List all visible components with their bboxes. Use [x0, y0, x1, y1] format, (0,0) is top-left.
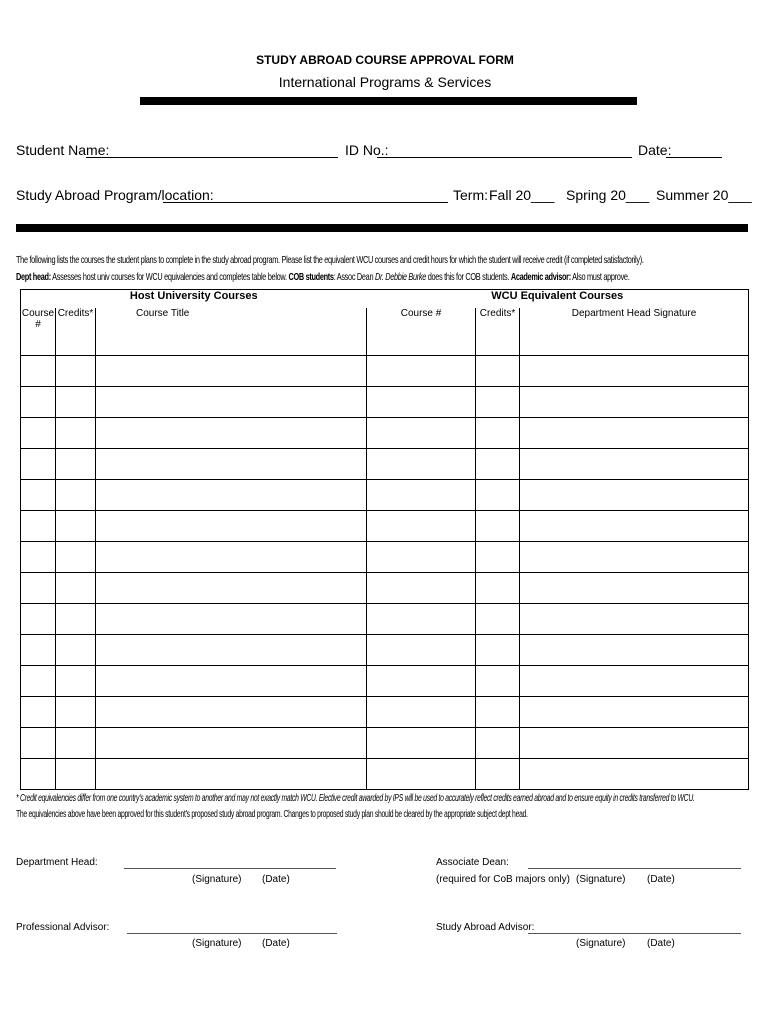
host-course-number-cell[interactable]	[21, 418, 56, 449]
wcu-course-number-cell[interactable]	[367, 449, 476, 480]
wcu-course-number-cell[interactable]	[367, 356, 476, 387]
host-credits-cell[interactable]	[56, 449, 96, 480]
host-course-title-cell[interactable]	[96, 697, 367, 728]
wcu-dept-signature-cell[interactable]	[520, 387, 749, 418]
wcu-course-number-cell[interactable]	[367, 697, 476, 728]
host-course-number-cell[interactable]	[21, 697, 56, 728]
host-credits-cell[interactable]	[56, 728, 96, 759]
host-course-number-cell[interactable]	[21, 635, 56, 666]
host-course-number-cell[interactable]	[21, 759, 56, 790]
course-row	[21, 635, 749, 666]
term-fall[interactable]: Fall 20___	[489, 187, 555, 203]
date-field[interactable]	[666, 143, 722, 158]
associate-dean-signature-line[interactable]	[528, 867, 741, 869]
department-head-date-caption: (Date)	[262, 874, 290, 885]
wcu-course-number-cell[interactable]	[367, 635, 476, 666]
wcu-dept-signature-cell[interactable]	[520, 511, 749, 542]
dept-head-label: Dept head:	[16, 271, 51, 283]
course-row	[21, 418, 749, 449]
instructions-line-1: The following lists the courses the student plans to complete in the study abroad program. Please list the equivalent WCU courses and credit hours for which the student will receive credit (if completed satisfactorily).	[16, 254, 644, 266]
student-name-label: Student Name:	[16, 142, 110, 158]
wcu-credits-cell[interactable]	[476, 635, 520, 666]
form-subtitle: International Programs & Services	[278, 74, 492, 90]
host-credits-cell[interactable]	[56, 542, 96, 573]
host-course-title-cell[interactable]	[96, 418, 367, 449]
host-credits-cell[interactable]	[56, 635, 96, 666]
credit-equivalency-note: * Credit equivalencies differ from one country's academic system to another and may not exactly match WCU. Elective credit awarded by IPS will be used to accurately reflect credits earned abroad and to ensure equity in credits transferred to WCU.	[16, 793, 695, 804]
cob-name: Dr. Debbie Burke	[374, 271, 427, 283]
host-credits-cell[interactable]	[56, 573, 96, 604]
term-summer[interactable]: Summer 20___	[656, 187, 752, 203]
study-abroad-advisor-signature-caption: (Signature)	[576, 938, 626, 949]
wcu-dept-signature-cell[interactable]	[520, 697, 749, 728]
col-wcu-course-number: Course #	[367, 308, 476, 356]
study-abroad-advisor-label: Study Abroad Advisor:	[436, 922, 535, 933]
host-credits-cell[interactable]	[56, 356, 96, 387]
course-row	[21, 449, 749, 480]
host-course-number-cell[interactable]	[21, 480, 56, 511]
host-course-title-cell[interactable]	[96, 728, 367, 759]
host-credits-cell[interactable]	[56, 418, 96, 449]
associate-dean-signature-caption: (Signature)	[576, 874, 626, 885]
host-credits-cell[interactable]	[56, 759, 96, 790]
wcu-course-number-cell[interactable]	[367, 418, 476, 449]
host-credits-cell[interactable]	[56, 480, 96, 511]
approval-note: The equivalencies above have been approved for this student's proposed study abroad program. Changes to proposed study plan should be cleared by the appropriate subject dept head.	[16, 809, 528, 820]
host-course-number-cell[interactable]	[21, 573, 56, 604]
host-course-title-cell[interactable]	[96, 511, 367, 542]
term-spring[interactable]: Spring 20___	[566, 187, 650, 203]
dept-head-text: Assesses host univ courses for WCU equivalencies and completes table below.	[50, 271, 289, 283]
wcu-credits-cell[interactable]	[476, 697, 520, 728]
host-course-number-cell[interactable]	[21, 356, 56, 387]
host-credits-cell[interactable]	[56, 604, 96, 635]
department-head-label: Department Head:	[16, 857, 98, 868]
col-wcu-dept-signature: Department Head Signature	[520, 308, 749, 356]
course-row	[21, 387, 749, 418]
host-course-title-cell[interactable]	[96, 356, 367, 387]
wcu-course-number-cell[interactable]	[367, 387, 476, 418]
wcu-credits-cell[interactable]	[476, 449, 520, 480]
col-host-course-title: Course Title	[96, 308, 367, 356]
col-host-credits: Credits*	[56, 308, 96, 356]
wcu-dept-signature-cell[interactable]	[520, 666, 749, 697]
wcu-dept-signature-cell[interactable]	[520, 728, 749, 759]
id-no-label: ID No.:	[345, 142, 389, 158]
host-course-title-cell[interactable]	[96, 666, 367, 697]
host-credits-cell[interactable]	[56, 666, 96, 697]
wcu-course-number-cell[interactable]	[367, 604, 476, 635]
host-course-number-cell[interactable]	[21, 666, 56, 697]
professional-advisor-signature-line[interactable]	[127, 932, 337, 934]
course-table	[20, 289, 749, 790]
course-row	[21, 356, 749, 387]
wcu-credits-cell[interactable]	[476, 387, 520, 418]
host-university-header: Host University Courses	[21, 290, 367, 309]
wcu-dept-signature-cell[interactable]	[520, 759, 749, 790]
host-credits-cell[interactable]	[56, 697, 96, 728]
student-name-field[interactable]	[86, 143, 338, 158]
host-course-number-cell[interactable]	[21, 728, 56, 759]
course-row	[21, 666, 749, 697]
wcu-credits-cell[interactable]	[476, 759, 520, 790]
id-no-field[interactable]	[377, 143, 632, 158]
department-head-signature-line[interactable]	[124, 867, 336, 869]
advisor-label: Academic advisor:	[510, 271, 571, 283]
col-host-course-number: Course #	[21, 308, 56, 356]
wcu-dept-signature-cell[interactable]	[520, 449, 749, 480]
wcu-course-number-cell[interactable]	[367, 728, 476, 759]
host-course-title-cell[interactable]	[96, 759, 367, 790]
wcu-course-number-cell[interactable]	[367, 480, 476, 511]
wcu-dept-signature-cell[interactable]	[520, 356, 749, 387]
wcu-dept-signature-cell[interactable]	[520, 635, 749, 666]
department-head-signature-caption: (Signature)	[192, 874, 242, 885]
host-course-title-cell[interactable]	[96, 480, 367, 511]
wcu-dept-signature-cell[interactable]	[520, 542, 749, 573]
section-divider	[16, 224, 748, 232]
program-location-label: Study Abroad Program/location:	[16, 187, 214, 203]
host-course-title-cell[interactable]	[96, 542, 367, 573]
host-course-number-cell[interactable]	[21, 604, 56, 635]
course-row	[21, 759, 749, 790]
host-course-title-cell[interactable]	[96, 604, 367, 635]
professional-advisor-label: Professional Advisor:	[16, 922, 110, 933]
course-row	[21, 728, 749, 759]
col-wcu-credits: Credits*	[476, 308, 520, 356]
host-course-number-cell[interactable]	[21, 511, 56, 542]
wcu-credits-cell[interactable]	[476, 480, 520, 511]
cob-text-b: does this for COB students.	[426, 271, 511, 283]
wcu-course-number-cell[interactable]	[367, 759, 476, 790]
course-row	[21, 480, 749, 511]
wcu-credits-cell[interactable]	[476, 356, 520, 387]
wcu-credits-cell[interactable]	[476, 542, 520, 573]
date-label: Date:	[638, 142, 672, 158]
cob-text-a: : Assoc Dean	[333, 271, 375, 283]
host-course-title-cell[interactable]	[96, 387, 367, 418]
host-course-title-cell[interactable]	[96, 573, 367, 604]
host-course-title-cell[interactable]	[96, 635, 367, 666]
study-abroad-advisor-date-caption: (Date)	[647, 938, 675, 949]
wcu-credits-cell[interactable]	[476, 666, 520, 697]
course-row	[21, 573, 749, 604]
wcu-credits-cell[interactable]	[476, 604, 520, 635]
wcu-course-number-cell[interactable]	[367, 666, 476, 697]
wcu-equivalent-header: WCU Equivalent Courses	[367, 290, 749, 309]
host-course-number-cell[interactable]	[21, 542, 56, 573]
cob-required-note: (required for CoB majors only)	[436, 874, 570, 885]
wcu-dept-signature-cell[interactable]	[520, 573, 749, 604]
wcu-dept-signature-cell[interactable]	[520, 418, 749, 449]
wcu-dept-signature-cell[interactable]	[520, 604, 749, 635]
wcu-credits-cell[interactable]	[476, 511, 520, 542]
host-course-number-cell[interactable]	[21, 387, 56, 418]
study-abroad-advisor-signature-line[interactable]	[528, 932, 741, 934]
professional-advisor-date-caption: (Date)	[262, 938, 290, 949]
cob-label: COB students	[288, 271, 334, 283]
wcu-course-number-cell[interactable]	[367, 511, 476, 542]
wcu-credits-cell[interactable]	[476, 573, 520, 604]
wcu-dept-signature-cell[interactable]	[520, 480, 749, 511]
host-credits-cell[interactable]	[56, 511, 96, 542]
term-label: Term:	[453, 187, 488, 203]
advisor-text: Also must approve.	[570, 271, 630, 283]
host-course-number-cell[interactable]	[21, 449, 56, 480]
form-title: STUDY ABROAD COURSE APPROVAL FORM	[256, 53, 514, 67]
associate-dean-label: Associate Dean:	[436, 857, 509, 868]
wcu-credits-cell[interactable]	[476, 418, 520, 449]
professional-advisor-signature-caption: (Signature)	[192, 938, 242, 949]
course-row	[21, 542, 749, 573]
wcu-credits-cell[interactable]	[476, 728, 520, 759]
program-location-field[interactable]	[163, 188, 448, 203]
instructions-line-2	[16, 271, 629, 283]
course-row	[21, 697, 749, 728]
host-credits-cell[interactable]	[56, 387, 96, 418]
associate-dean-date-caption: (Date)	[647, 874, 675, 885]
header-divider	[140, 97, 637, 105]
wcu-course-number-cell[interactable]	[367, 573, 476, 604]
course-row	[21, 511, 749, 542]
host-course-title-cell[interactable]	[96, 449, 367, 480]
course-row	[21, 604, 749, 635]
wcu-course-number-cell[interactable]	[367, 542, 476, 573]
